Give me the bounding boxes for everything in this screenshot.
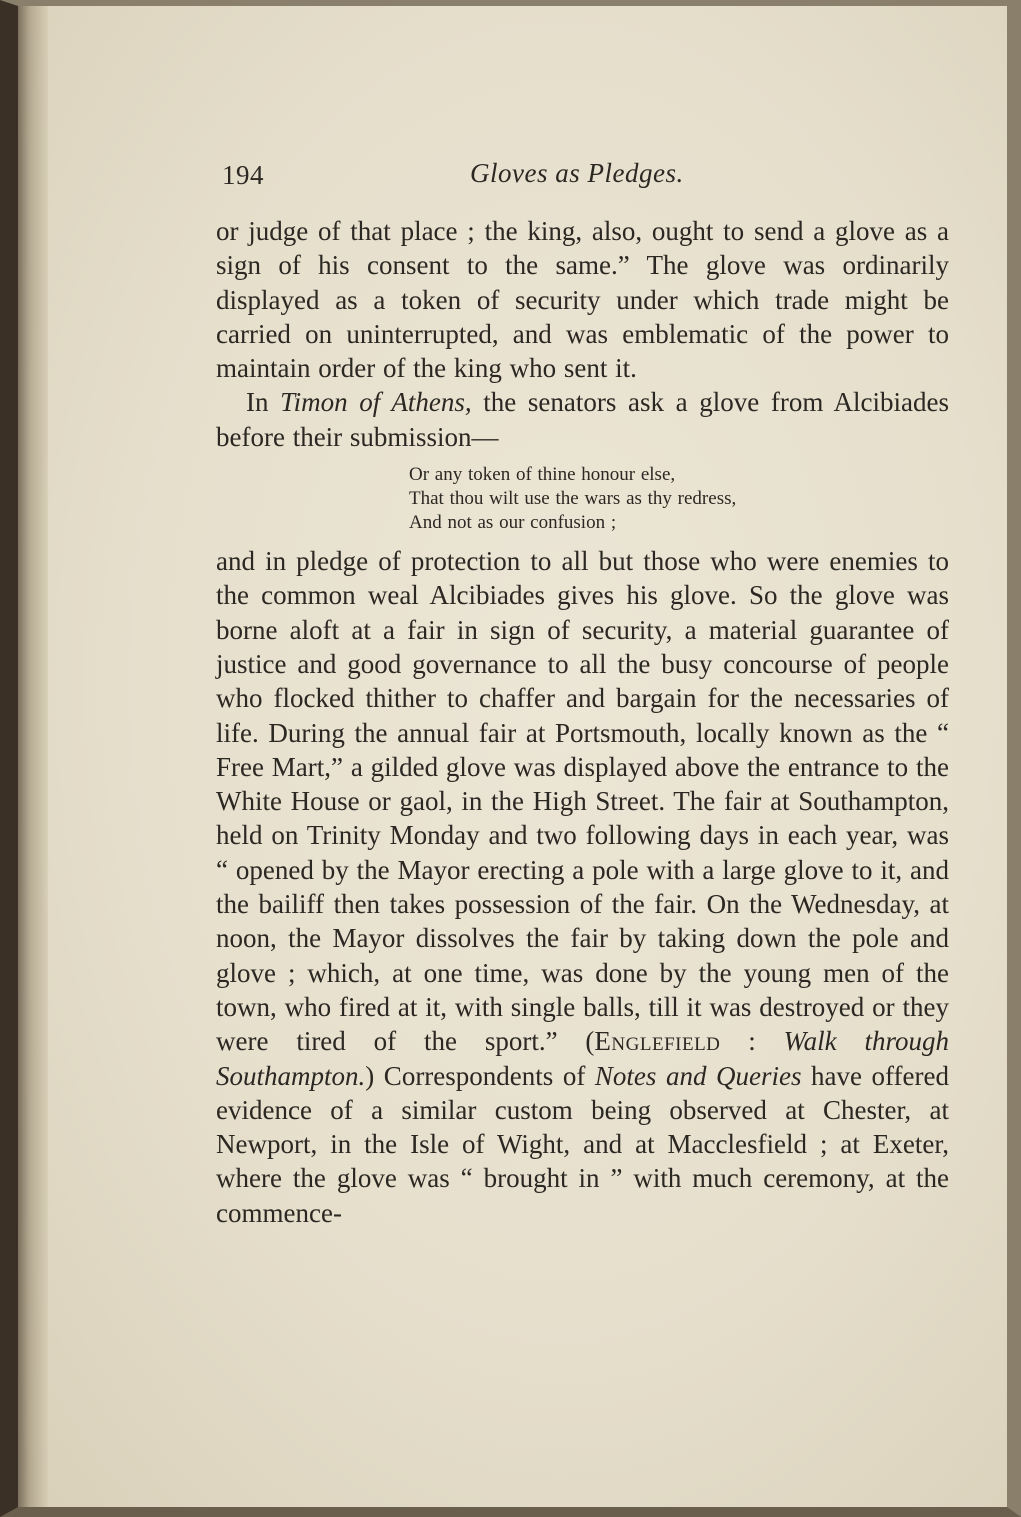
quote-line: Or any token of thine honour else,	[409, 464, 676, 486]
paragraph-3	[216, 544, 949, 1230]
paragraph-3-mid: ) Correspondents of	[365, 1060, 595, 1091]
source-title: Walk through Southampton.	[216, 1026, 949, 1091]
quote-line: And not as our confusion ;	[409, 512, 617, 534]
paragraph-2	[216, 385, 949, 454]
work-title: Timon of Athens,	[280, 387, 472, 418]
running-title: Gloves as Pledges.	[470, 158, 684, 188]
periodical-title: Notes and Queries	[594, 1060, 802, 1091]
page-spine-edge	[18, 6, 48, 1507]
citation-colon: :	[720, 1026, 784, 1057]
paragraph-3-tail: have offered evidence of a similar custom being observed at Chester, at Newport, in the Isle of Wight, and at Macclesfield ; at Exeter, where the glove was “ brought in ” with much ceremony, at the commence-	[216, 1060, 950, 1228]
paragraph-2-post: the senators ask a glove from Alcibiades before their submission—	[216, 387, 949, 452]
author-name: Englefield	[594, 1026, 721, 1057]
verse-quotation	[409, 463, 949, 535]
running-head	[218, 156, 953, 200]
body-text	[216, 214, 949, 1230]
quote-line: That thou wilt use the wars as thy redress,	[409, 488, 737, 510]
page-number: 194	[222, 160, 264, 190]
paragraph-2-pre: In	[246, 387, 281, 418]
paragraph-1: or judge of that place ; the king, also, ought to send a glove as a sign of his consent to the same.” The glove was ordinarily displayed as a token of security under which trade might be carried on uninterrupted, and was emblematic of the power to maintain order of the king who sent it.	[216, 216, 949, 384]
paragraph-3-text: and in pledge of protection to all but those who were enemies to the common weal Alcibiades gives his glove. So the glove was borne aloft at a fair in sign of security, a material guarantee of justice and good governance to all the busy concourse of people who flocked thither to chaffer and bargain for the necessaries of life. During the annual fair at Portsmouth, locally known as the “ Free Mart,” a gilded glove was displayed above the entrance to the White House or gaol, in the High Street. The fair at Southampton, held on Trinity Monday and two following days in each year, was “ opened by the Mayor erecting a pole with a large glove to it, and the bailiff then takes possession of the fair. On the Wednesday, at noon, the Mayor dissolves the fair by taking down the pole and glove ; which, at one time, was done by the young men of the town, who fired at it, with single balls, till it was destroyed or they were tired of the sport.” (	[216, 546, 949, 1057]
